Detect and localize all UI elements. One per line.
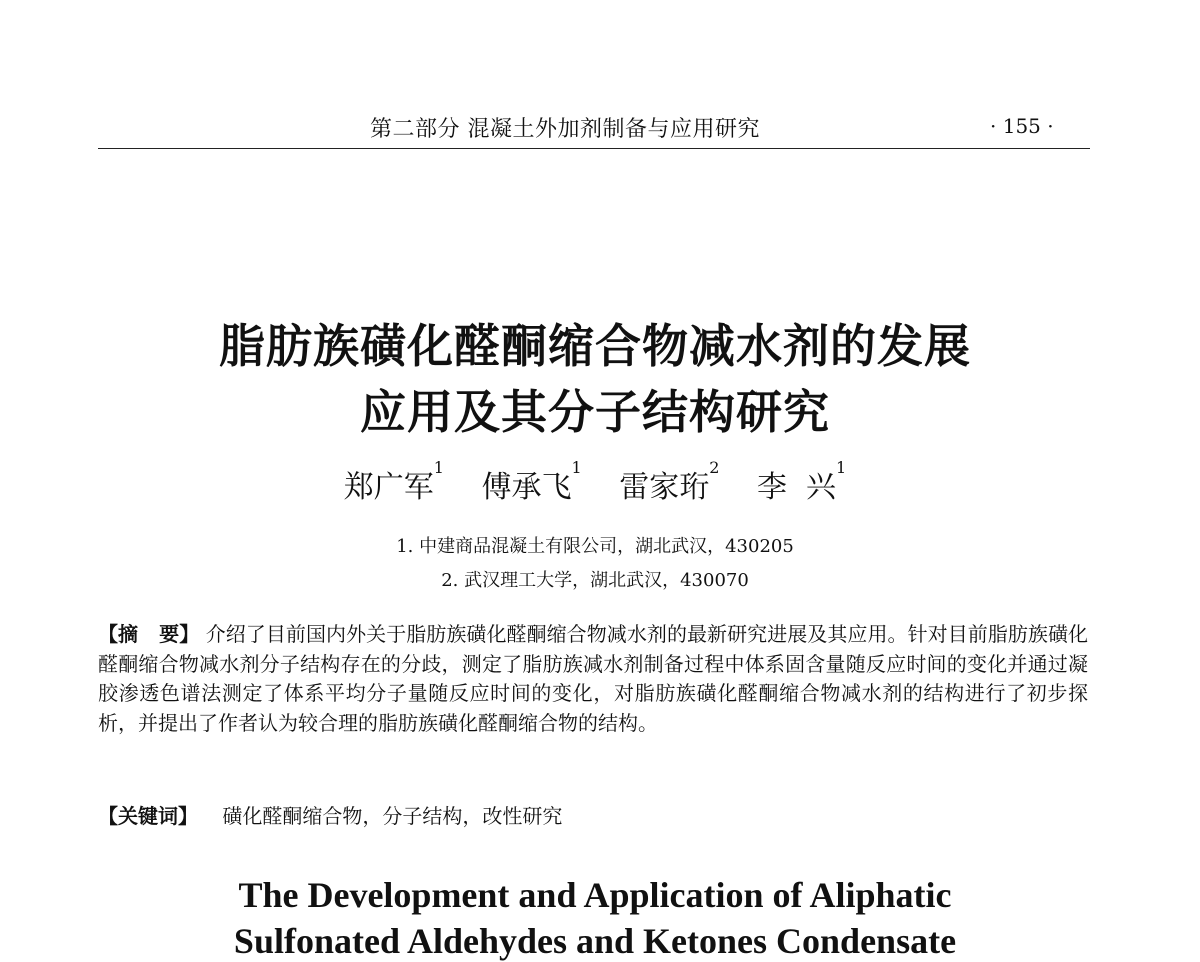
keywords-label: 【关键词】: [98, 804, 198, 828]
affiliation-marker: 1: [433, 458, 444, 477]
keywords-text: 磺化醛酮缩合物，分子结构，改性研究: [222, 804, 563, 828]
affiliation-marker: 1: [571, 458, 582, 477]
author: 李 兴$^1$: [756, 458, 847, 505]
abstract-text: 介绍了目前国内外关于脂肪族磺化醛酮缩合物减水剂的最新研究进展及其应用。针对目前脂肪族磺化醛酮缩合物减水剂分子结构存在的分歧，测定了脂肪族减水剂制备过程中体系固含量随反应时间的变化并通过凝胶渗透色谱法测定了体系平均分子量随反应时间的变化，对脂肪族磺化醛酮缩合物减水剂的结构进行了初步探析，并提出了作者认为较合理的脂肪族磺化醛酮缩合物的结构。: [98, 622, 1089, 735]
author: 郑广军$^1$: [343, 458, 444, 505]
paper-title-line-1: 脂肪族磺化醛酮缩合物减水剂的发展: [219, 319, 971, 373]
english-title-line-1: The Development and Application of Aliphatic: [238, 875, 952, 915]
running-header-title: 第二部分 混凝土外加剂制备与应用研究: [370, 117, 760, 142]
affiliation-marker: 1: [836, 458, 847, 477]
header-rule: [98, 148, 1090, 149]
author: 傅承飞$^1$: [481, 458, 582, 505]
abstract-label: 【摘 要】: [98, 622, 200, 646]
paper-title-line-2: 应用及其分子结构研究: [360, 385, 830, 439]
affiliation-1: 1. 中建商品混凝土有限公司，湖北武汉，430205: [396, 536, 794, 557]
affiliation-2: 2. 武汉理工大学，湖北武汉，430070: [441, 570, 749, 591]
abstract: [98, 620, 1088, 738]
author-list: [0, 458, 1190, 506]
page-number: · 155 ·: [990, 114, 1054, 138]
english-title-line-2: Sulfonated Aldehydes and Ketones Condensate: [233, 921, 957, 961]
keywords: [98, 800, 1088, 829]
affiliation-marker: 2: [709, 458, 720, 477]
author: 雷家珩$^2$: [619, 458, 720, 505]
